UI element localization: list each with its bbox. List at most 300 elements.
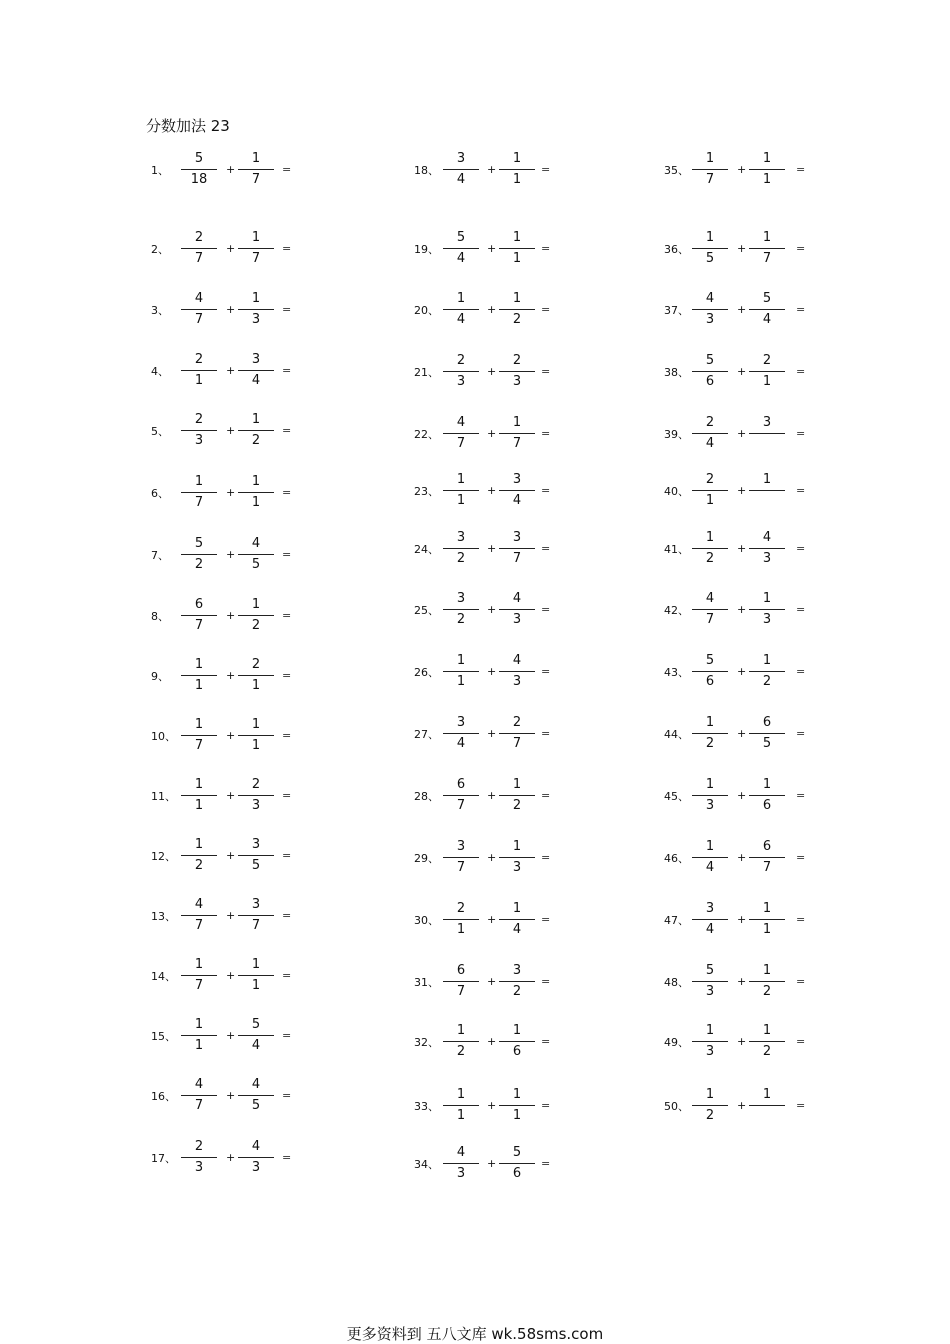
fraction-b: [238, 718, 274, 754]
denominator: 1: [762, 172, 772, 187]
fraction-b: [238, 152, 274, 188]
fraction-b: [499, 354, 535, 390]
denominator: 1: [762, 922, 772, 937]
fraction-bar: [499, 309, 535, 310]
numerator: 4: [251, 1139, 261, 1154]
plus-sign: +: [226, 969, 236, 982]
plus-sign: +: [226, 789, 236, 802]
fraction-b: [499, 716, 535, 752]
numerator: 5: [251, 1017, 261, 1032]
fraction-bar: [181, 855, 217, 856]
footer-text: 更多资料到 五八文库 wk.58sms.com: [346, 1325, 604, 1343]
denominator: 7: [762, 860, 772, 875]
fraction-b: [749, 1088, 785, 1124]
equals-sign: =: [541, 665, 551, 678]
problem-number: 23、: [414, 485, 439, 498]
fraction-bar: [238, 795, 274, 796]
fraction-bar: [749, 248, 785, 249]
problem-number: 44、: [664, 728, 689, 741]
fraction-b: [238, 958, 274, 994]
fraction-bar: [181, 615, 217, 616]
fraction-bar: [692, 309, 728, 310]
fraction-bar: [499, 733, 535, 734]
numerator: 4: [194, 897, 204, 912]
numerator: 1: [762, 151, 772, 166]
fraction-b: [238, 231, 274, 267]
plus-sign: +: [737, 1099, 747, 1112]
fraction-a: [443, 1146, 479, 1182]
numerator: 2: [705, 415, 715, 430]
numerator: 1: [512, 1023, 522, 1038]
denominator: 3: [456, 374, 466, 389]
plus-sign: +: [487, 365, 497, 378]
plus-sign: +: [487, 303, 497, 316]
fraction-a: [692, 1024, 728, 1060]
numerator: 1: [762, 653, 772, 668]
fraction-bar: [181, 430, 217, 431]
fraction-b: [499, 1146, 535, 1182]
fraction-bar: [181, 975, 217, 976]
numerator: 1: [762, 1087, 772, 1102]
fraction-b: [238, 838, 274, 874]
fraction-b: [749, 592, 785, 628]
denominator: 1: [194, 1038, 204, 1053]
problem-number: 6、: [151, 487, 169, 500]
plus-sign: +: [487, 163, 497, 176]
denominator: 4: [512, 922, 522, 937]
fraction-b: [749, 1024, 785, 1060]
problem-number: 29、: [414, 852, 439, 865]
problem-number: 27、: [414, 728, 439, 741]
numerator: 3: [512, 472, 522, 487]
denominator: 7: [194, 1098, 204, 1113]
equals-sign: =: [541, 851, 551, 864]
denominator: 7: [456, 984, 466, 999]
denominator: 2: [512, 312, 522, 327]
equals-sign: =: [282, 303, 292, 316]
plus-sign: +: [487, 603, 497, 616]
denominator: 4: [762, 312, 772, 327]
numerator: 4: [705, 591, 715, 606]
fraction-b: [749, 716, 785, 752]
denominator: 7: [512, 736, 522, 751]
plus-sign: +: [737, 427, 747, 440]
fraction-a: [181, 537, 217, 573]
equals-sign: =: [282, 163, 292, 176]
fraction-b: [499, 964, 535, 1000]
fraction-bar: [238, 554, 274, 555]
plus-sign: +: [487, 665, 497, 678]
numerator: 1: [251, 291, 261, 306]
fraction-bar: [499, 1105, 535, 1106]
fraction-b: [749, 473, 785, 509]
numerator: 4: [512, 653, 522, 668]
fraction-bar: [499, 548, 535, 549]
denominator: 5: [705, 251, 715, 266]
fraction-a: [181, 1018, 217, 1054]
fraction-a: [692, 902, 728, 938]
equals-sign: =: [796, 365, 806, 378]
fraction-b: [499, 592, 535, 628]
denominator: 3: [456, 1166, 466, 1181]
denominator: 2: [762, 1044, 772, 1059]
equals-sign: =: [282, 364, 292, 377]
problem-number: 22、: [414, 428, 439, 441]
plus-sign: +: [737, 851, 747, 864]
problem-number: 31、: [414, 976, 439, 989]
equals-sign: =: [796, 665, 806, 678]
plus-sign: +: [226, 424, 236, 437]
fraction-bar: [443, 248, 479, 249]
fraction-bar: [238, 1095, 274, 1096]
problem-number: 41、: [664, 543, 689, 556]
denominator: 2: [705, 736, 715, 751]
denominator: 2: [194, 858, 204, 873]
fraction-a: [443, 416, 479, 452]
numerator: 2: [512, 715, 522, 730]
numerator: 1: [194, 474, 204, 489]
problem-number: 28、: [414, 790, 439, 803]
numerator: 1: [194, 717, 204, 732]
numerator: 1: [762, 472, 772, 487]
numerator: 6: [762, 715, 772, 730]
denominator: 2: [251, 433, 261, 448]
denominator: 7: [762, 251, 772, 266]
fraction-bar: [692, 981, 728, 982]
numerator: 1: [456, 291, 466, 306]
fraction-a: [181, 898, 217, 934]
denominator: 3: [762, 612, 772, 627]
denominator: 7: [194, 618, 204, 633]
equals-sign: =: [541, 1099, 551, 1112]
fraction-b: [499, 778, 535, 814]
problem-number: 47、: [664, 914, 689, 927]
fraction-bar: [238, 430, 274, 431]
plus-sign: +: [737, 1035, 747, 1048]
numerator: 1: [194, 957, 204, 972]
fraction-b: [499, 416, 535, 452]
fraction-b: [499, 531, 535, 567]
fraction-bar: [692, 371, 728, 372]
denominator: 1: [512, 172, 522, 187]
problem-number: 5、: [151, 425, 169, 438]
numerator: 1: [251, 717, 261, 732]
fraction-bar: [181, 1095, 217, 1096]
plus-sign: +: [226, 364, 236, 377]
numerator: 1: [194, 777, 204, 792]
plus-sign: +: [487, 975, 497, 988]
denominator: 7: [194, 312, 204, 327]
problem-number: 13、: [151, 910, 176, 923]
denominator: 1: [194, 678, 204, 693]
fraction-b: [238, 353, 274, 389]
fraction-a: [443, 152, 479, 188]
fraction-bar: [443, 1163, 479, 1164]
numerator: 1: [705, 1087, 715, 1102]
numerator: 1: [251, 151, 261, 166]
problem-number: 40、: [664, 485, 689, 498]
equals-sign: =: [282, 609, 292, 622]
numerator: 3: [456, 151, 466, 166]
fraction-b: [749, 902, 785, 938]
numerator: 1: [762, 1023, 772, 1038]
fraction-bar: [238, 1157, 274, 1158]
fraction-a: [181, 292, 217, 328]
equals-sign: =: [282, 729, 292, 742]
fraction-bar: [181, 795, 217, 796]
denominator: 2: [705, 551, 715, 566]
fraction-b: [238, 413, 274, 449]
fraction-bar: [238, 915, 274, 916]
denominator: 4: [456, 251, 466, 266]
fraction-bar: [692, 733, 728, 734]
numerator: 1: [512, 901, 522, 916]
fraction-bar: [238, 975, 274, 976]
fraction-b: [499, 840, 535, 876]
fraction-a: [181, 838, 217, 874]
fraction-a: [443, 592, 479, 628]
fraction-bar: [238, 855, 274, 856]
equals-sign: =: [541, 727, 551, 740]
denominator: 7: [705, 172, 715, 187]
equals-sign: =: [282, 909, 292, 922]
equals-sign: =: [796, 163, 806, 176]
plus-sign: +: [487, 727, 497, 740]
fraction-bar: [749, 490, 785, 491]
numerator: 4: [251, 536, 261, 551]
problem-number: 26、: [414, 666, 439, 679]
fraction-a: [443, 292, 479, 328]
denominator: 3: [251, 1160, 261, 1175]
numerator: 1: [705, 530, 715, 545]
fraction-bar: [499, 795, 535, 796]
fraction-b: [238, 898, 274, 934]
plus-sign: +: [737, 789, 747, 802]
denominator: 7: [194, 251, 204, 266]
fraction-b: [749, 964, 785, 1000]
fraction-a: [443, 778, 479, 814]
problem-number: 1、: [151, 164, 169, 177]
denominator: 3: [194, 433, 204, 448]
fraction-a: [443, 654, 479, 690]
numerator: 4: [194, 1077, 204, 1092]
denominator: 4: [705, 860, 715, 875]
denominator: 3: [512, 860, 522, 875]
equals-sign: =: [541, 975, 551, 988]
equals-sign: =: [796, 1099, 806, 1112]
denominator: 5: [251, 1098, 261, 1113]
fraction-bar: [692, 919, 728, 920]
problem-number: 21、: [414, 366, 439, 379]
denominator: 7: [194, 978, 204, 993]
numerator: 4: [705, 291, 715, 306]
numerator: 2: [456, 353, 466, 368]
numerator: 3: [251, 897, 261, 912]
fraction-bar: [692, 857, 728, 858]
equals-sign: =: [541, 542, 551, 555]
equals-sign: =: [796, 1035, 806, 1048]
fraction-bar: [443, 1041, 479, 1042]
denominator: 3: [705, 312, 715, 327]
problem-number: 3、: [151, 304, 169, 317]
fraction-bar: [692, 671, 728, 672]
fraction-bar: [749, 1105, 785, 1106]
fraction-a: [692, 416, 728, 452]
denominator: 7: [512, 551, 522, 566]
fraction-bar: [181, 915, 217, 916]
numerator: 1: [512, 291, 522, 306]
fraction-a: [692, 592, 728, 628]
fraction-bar: [443, 433, 479, 434]
numerator: 1: [705, 1023, 715, 1038]
equals-sign: =: [796, 913, 806, 926]
plus-sign: +: [487, 851, 497, 864]
numerator: 1: [251, 957, 261, 972]
page-title: 分数加法 23: [146, 117, 230, 135]
fraction-bar: [499, 857, 535, 858]
equals-sign: =: [796, 242, 806, 255]
denominator: 7: [251, 172, 261, 187]
denominator: 7: [194, 918, 204, 933]
problem-number: 39、: [664, 428, 689, 441]
fraction-bar: [692, 490, 728, 491]
plus-sign: +: [737, 242, 747, 255]
numerator: 1: [251, 412, 261, 427]
fraction-bar: [499, 490, 535, 491]
numerator: 5: [194, 151, 204, 166]
fraction-a: [443, 716, 479, 752]
denominator: 1: [251, 495, 261, 510]
numerator: 3: [456, 591, 466, 606]
problem-number: 17、: [151, 1152, 176, 1165]
denominator: 4: [456, 736, 466, 751]
fraction-bar: [692, 548, 728, 549]
fraction-bar: [749, 857, 785, 858]
fraction-a: [181, 778, 217, 814]
fraction-a: [692, 292, 728, 328]
numerator: 1: [194, 837, 204, 852]
fraction-a: [692, 531, 728, 567]
fraction-bar: [443, 857, 479, 858]
fraction-bar: [692, 433, 728, 434]
denominator: 2: [194, 557, 204, 572]
fraction-b: [238, 1078, 274, 1114]
problem-number: 4、: [151, 365, 169, 378]
numerator: 1: [705, 777, 715, 792]
problem-number: 33、: [414, 1100, 439, 1113]
fraction-bar: [181, 675, 217, 676]
problem-number: 10、: [151, 730, 176, 743]
numerator: 1: [512, 415, 522, 430]
numerator: 2: [705, 472, 715, 487]
plus-sign: +: [487, 1099, 497, 1112]
problem-number: 11、: [151, 790, 176, 803]
problem-number: 50、: [664, 1100, 689, 1113]
numerator: 2: [194, 230, 204, 245]
plus-sign: +: [226, 303, 236, 316]
fraction-bar: [499, 609, 535, 610]
problem-number: 35、: [664, 164, 689, 177]
plus-sign: +: [737, 484, 747, 497]
fraction-b: [499, 1024, 535, 1060]
denominator: 1: [705, 493, 715, 508]
denominator: 3: [251, 312, 261, 327]
plus-sign: +: [226, 849, 236, 862]
fraction-bar: [443, 371, 479, 372]
denominator: 2: [512, 798, 522, 813]
equals-sign: =: [541, 603, 551, 616]
problem-number: 48、: [664, 976, 689, 989]
fraction-a: [692, 716, 728, 752]
plus-sign: +: [737, 303, 747, 316]
plus-sign: +: [737, 975, 747, 988]
denominator: 1: [251, 738, 261, 753]
numerator: 2: [194, 1139, 204, 1154]
numerator: 6: [456, 777, 466, 792]
equals-sign: =: [541, 163, 551, 176]
fraction-bar: [692, 795, 728, 796]
denominator: 4: [456, 172, 466, 187]
denominator: 18: [190, 172, 208, 187]
denominator: 6: [705, 374, 715, 389]
fraction-bar: [499, 433, 535, 434]
fraction-bar: [181, 1157, 217, 1158]
plus-sign: +: [226, 163, 236, 176]
equals-sign: =: [541, 913, 551, 926]
plus-sign: +: [226, 242, 236, 255]
denominator: 1: [456, 1108, 466, 1123]
fraction-bar: [238, 735, 274, 736]
problem-number: 12、: [151, 850, 176, 863]
equals-sign: =: [796, 303, 806, 316]
fraction-a: [443, 231, 479, 267]
fraction-bar: [749, 919, 785, 920]
denominator: 5: [251, 858, 261, 873]
numerator: 1: [512, 1087, 522, 1102]
numerator: 1: [251, 474, 261, 489]
problem-number: 24、: [414, 543, 439, 556]
denominator: 7: [705, 612, 715, 627]
fraction-a: [181, 231, 217, 267]
numerator: 5: [512, 1145, 522, 1160]
equals-sign: =: [282, 242, 292, 255]
equals-sign: =: [541, 365, 551, 378]
numerator: 3: [512, 963, 522, 978]
numerator: 1: [762, 230, 772, 245]
fraction-bar: [749, 548, 785, 549]
fraction-a: [443, 473, 479, 509]
fraction-a: [443, 840, 479, 876]
numerator: 6: [762, 839, 772, 854]
numerator: 2: [194, 412, 204, 427]
equals-sign: =: [541, 1157, 551, 1170]
denominator: 3: [762, 551, 772, 566]
fraction-bar: [692, 1041, 728, 1042]
denominator: 1: [456, 922, 466, 937]
fraction-bar: [443, 548, 479, 549]
fraction-bar: [692, 609, 728, 610]
fraction-b: [499, 152, 535, 188]
fraction-bar: [499, 671, 535, 672]
numerator: 1: [456, 1023, 466, 1038]
plus-sign: +: [487, 427, 497, 440]
numerator: 2: [456, 901, 466, 916]
numerator: 1: [194, 1017, 204, 1032]
equals-sign: =: [282, 969, 292, 982]
fraction-a: [181, 718, 217, 754]
fraction-a: [692, 840, 728, 876]
plus-sign: +: [226, 1089, 236, 1102]
